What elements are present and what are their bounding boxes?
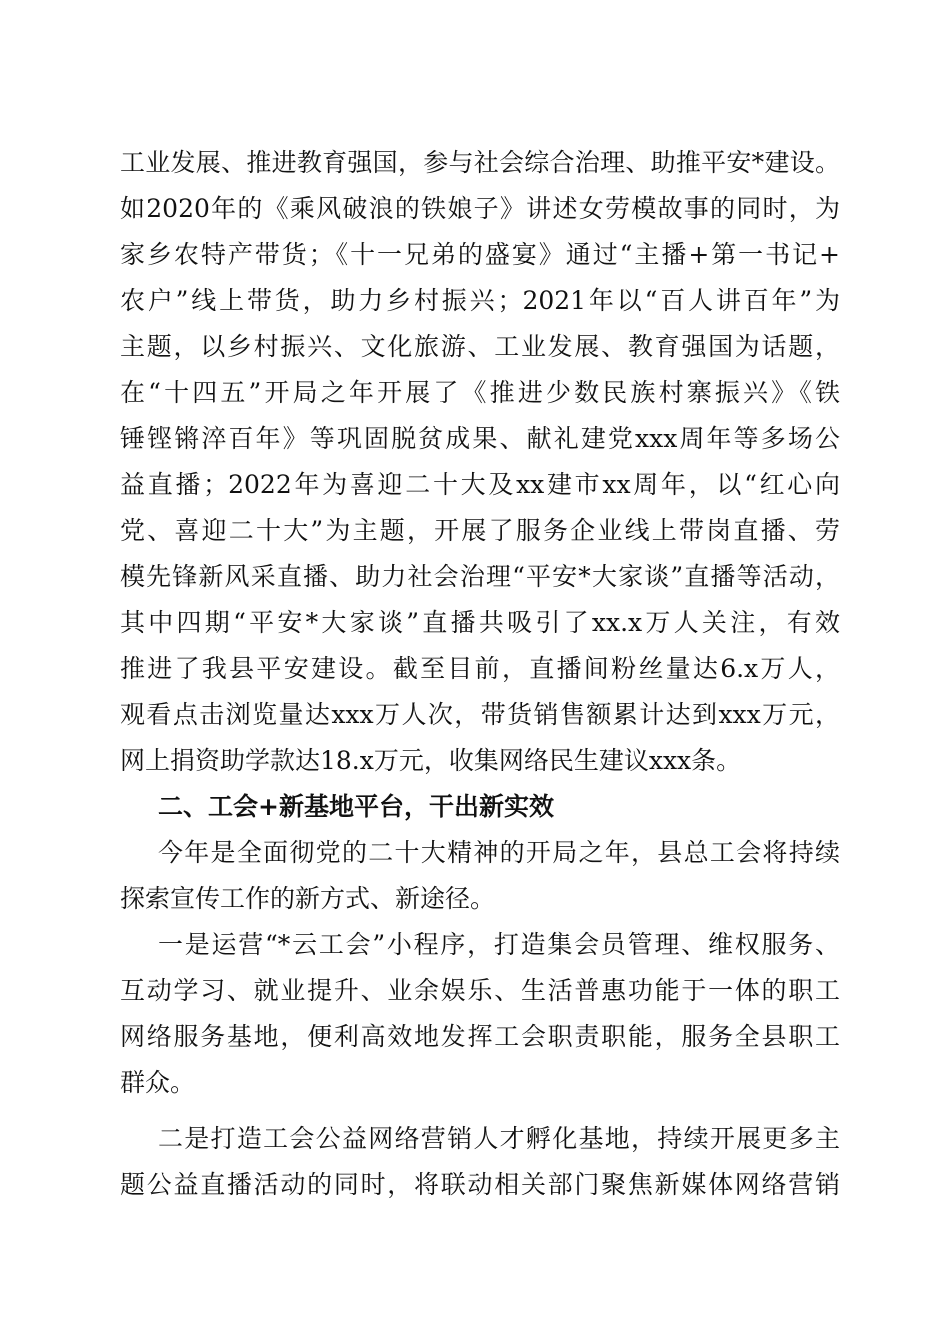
text-line: 其中四期“平安*大家谈”直播共吸引了xx.x万人关注，有效 <box>120 608 840 637</box>
paragraph-intro <box>120 830 840 922</box>
text-line: 如2020年的《乘风破浪的铁娘子》讲述女劳模故事的同时，为 <box>120 194 840 223</box>
text-line: 二是打造工会公益网络营销人才孵化基地，持续开展更多主 <box>158 1124 840 1153</box>
document-body <box>120 140 840 1208</box>
text-line: 一是运营“*云工会”小程序，打造集会员管理、维权服务、 <box>158 930 840 959</box>
text-line: 互动学习、就业提升、业余娱乐、生活普惠功能于一体的职工 <box>120 976 840 1005</box>
text-line: 益直播；2022年为喜迎二十大及xx建市xx周年，以“红心向 <box>120 470 840 499</box>
paragraph-continued <box>120 140 840 784</box>
text-line: 锤铿锵淬百年》等巩固脱贫成果、献礼建党xxx周年等多场公 <box>120 424 840 453</box>
text-line: 网上捐资助学款达18.x万元，收集网络民生建议xxx条。 <box>120 746 742 775</box>
text-line: 农户”线上带货，助力乡村振兴；2021年以“百人讲百年”为 <box>120 286 840 315</box>
text-line: 群众。 <box>120 1068 196 1097</box>
section-heading: 二、工会+新基地平台，干出新实效 <box>158 792 554 821</box>
text-line: 党、喜迎二十大”为主题，开展了服务企业线上带岗直播、劳 <box>120 516 840 545</box>
text-line: 在“十四五”开局之年开展了《推进少数民族村寨振兴》《铁 <box>120 378 840 407</box>
text-line: 模先锋新风采直播、助力社会治理“平安*大家谈”直播等活动， <box>120 562 840 591</box>
paragraph-item-one <box>120 922 840 1106</box>
text-line: 探索宣传工作的新方式、新途径。 <box>120 884 496 913</box>
paragraph-item-two <box>120 1116 840 1208</box>
text-line: 今年是全面彻党的二十大精神的开局之年，县总工会将持续 <box>158 838 840 867</box>
text-line: 家乡农特产带货；《十一兄弟的盛宴》通过“主播+第一书记+ <box>120 240 840 269</box>
text-line: 工业发展、推进教育强国，参与社会综合治理、助推平安*建设。 <box>120 148 840 177</box>
text-line: 网络服务基地，便利高效地发挥工会职责职能，服务全县职工 <box>120 1022 840 1051</box>
text-line: 主题，以乡村振兴、文化旅游、工业发展、教育强国为话题， <box>120 332 840 361</box>
text-line: 题公益直播活动的同时，将联动相关部门聚焦新媒体网络营销 <box>120 1170 840 1199</box>
text-line: 推进了我县平安建设。截至目前，直播间粉丝量达6.x万人， <box>120 654 840 683</box>
text-line: 观看点击浏览量达xxx万人次，带货销售额累计达到xxx万元， <box>120 700 840 729</box>
